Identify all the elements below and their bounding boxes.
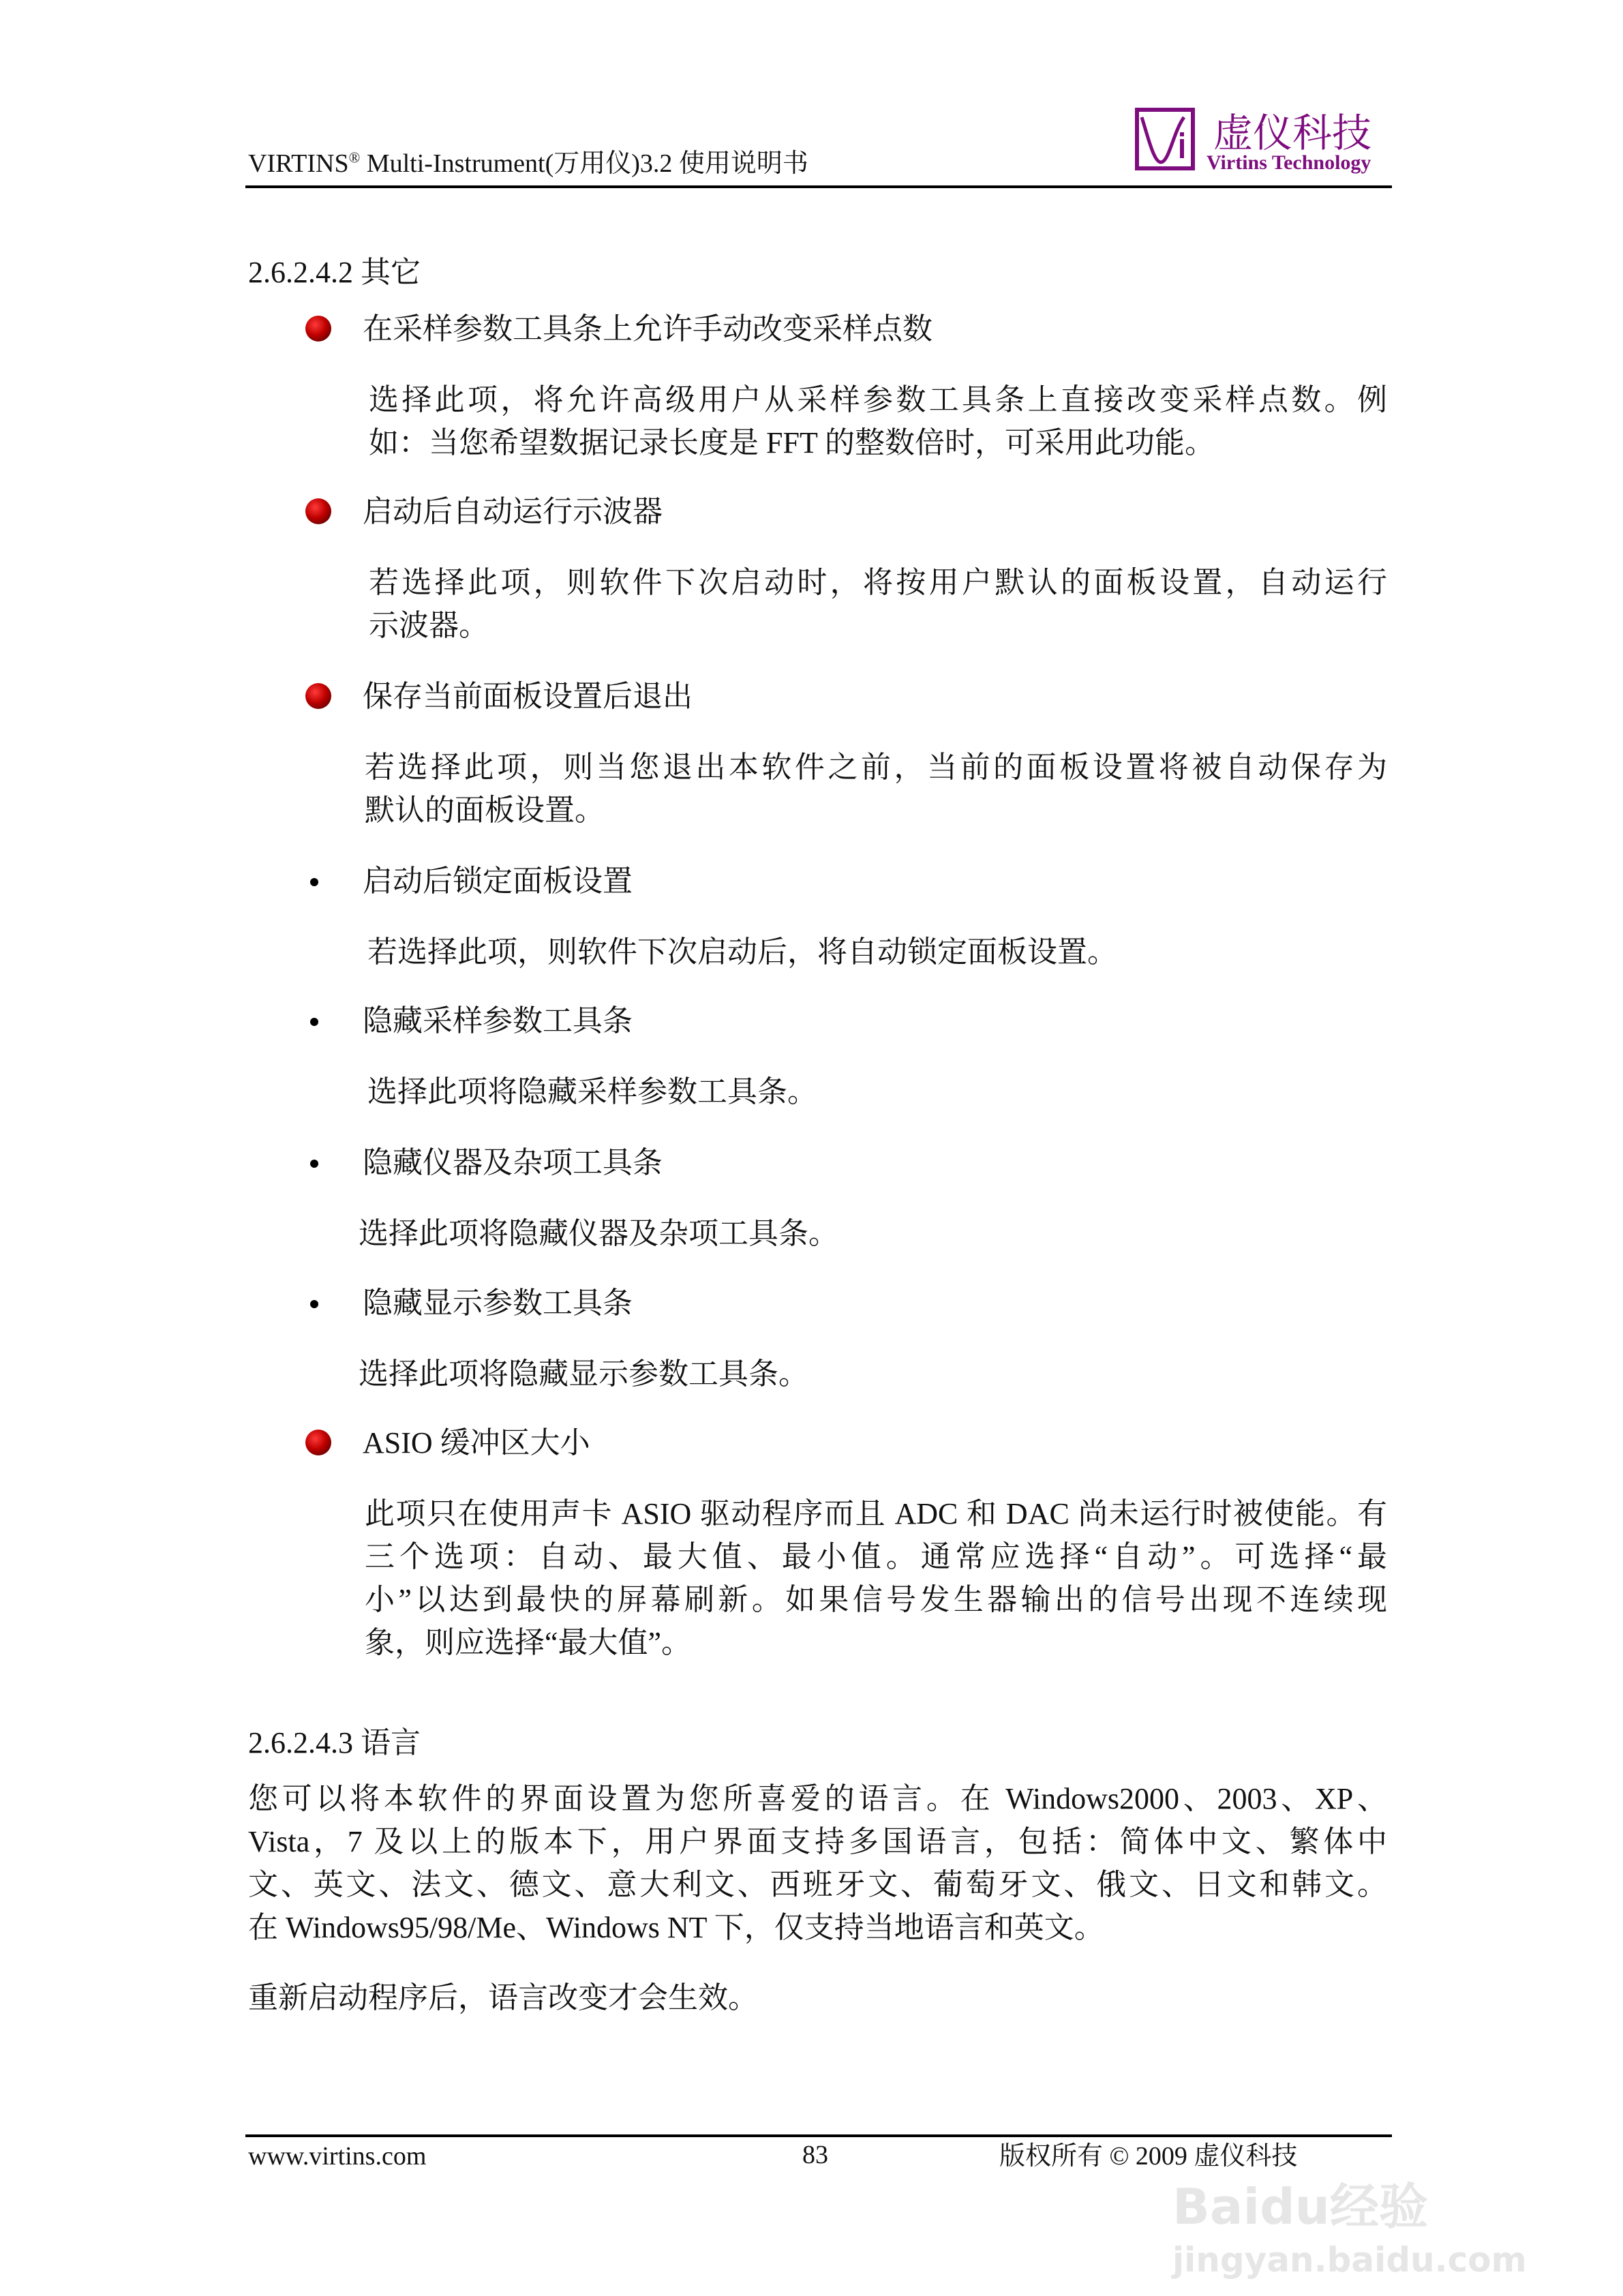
option-description-line: 选择此项将隐藏显示参数工具条。 — [359, 1357, 808, 1391]
dot-bullet-icon — [310, 878, 318, 886]
baidu-watermark-url: jingyan.baidu.com — [1172, 2240, 1527, 2280]
paragraph-line: Vista，7 及以上的版本下，用户界面支持多国语言，包括：简体中文、繁体中 — [248, 1825, 1387, 1858]
section-heading: 2.6.2.4.3 语言 — [248, 1726, 421, 1759]
option-description-line: 如：当您希望数据记录长度是 FFT 的整数倍时，可采用此功能。 — [369, 426, 1215, 459]
option-description-line: 小”以达到最快的屏幕刷新。如果信号发生器输出的信号出现不连续现 — [365, 1583, 1387, 1616]
dot-bullet-icon — [310, 1300, 318, 1308]
option-title: ASIO 缓冲区大小 — [363, 1426, 590, 1460]
option-title: 启动后锁定面板设置 — [363, 864, 633, 898]
registered-mark: ® — [348, 149, 361, 166]
option-title: 隐藏显示参数工具条 — [363, 1286, 633, 1320]
option-description-line: 若选择此项，则软件下次启动时，将按用户默认的面板设置，自动运行 — [369, 566, 1387, 599]
header-divider — [245, 185, 1392, 188]
option-description-line: 若选择此项，则当您退出本软件之前，当前的面板设置将被自动保存为 — [365, 751, 1387, 784]
logo-chinese-name: 虚仪科技 — [1213, 111, 1372, 155]
page-number: 83 — [802, 2141, 828, 2169]
dot-bullet-icon — [310, 1160, 318, 1168]
paragraph-line: 您可以将本软件的界面设置为您所喜爱的语言。在 Windows2000、2003、XP、 — [248, 1782, 1387, 1815]
red-bullet-icon — [305, 316, 331, 342]
option-title: 保存当前面板设置后退出 — [363, 680, 693, 713]
header-title-rest: Multi-Instrument(万用仪)3.2 使用说明书 — [360, 149, 808, 178]
option-title: 启动后自动运行示波器 — [363, 495, 663, 528]
option-title: 隐藏采样参数工具条 — [363, 1004, 633, 1038]
paragraph-line: 文、英文、法文、德文、意大利文、西班牙文、葡萄牙文、俄文、日文和韩文。 — [248, 1868, 1387, 1901]
option-description-line: 选择此项，将允许高级用户从采样参数工具条上直接改变采样点数。例 — [369, 383, 1387, 417]
option-description-line: 若选择此项，则软件下次启动后，将自动锁定面板设置。 — [367, 935, 1117, 969]
option-description-line: 默认的面板设置。 — [365, 794, 605, 827]
logo-english-name: Virtins Technology — [1207, 151, 1371, 174]
option-description-line: 此项只在使用声卡 ASIO 驱动程序而且 ADC 和 DAC 尚未运行时被使能。有 — [365, 1497, 1387, 1530]
option-description-line: 象，则应选择“最大值”。 — [365, 1626, 692, 1659]
red-bullet-icon — [305, 498, 331, 524]
option-description-line: 选择此项将隐藏采样参数工具条。 — [367, 1075, 817, 1108]
language-note: 重新启动程序后，语言改变才会生效。 — [248, 1981, 758, 2014]
option-description-line: 选择此项将隐藏仪器及杂项工具条。 — [359, 1217, 838, 1250]
footer-copyright: 版权所有 © 2009 虚仪科技 — [999, 2142, 1298, 2171]
option-title: 隐藏仪器及杂项工具条 — [363, 1146, 663, 1179]
section-heading: 2.6.2.4.2 其它 — [248, 256, 421, 289]
baidu-watermark: Baidu经验 — [1172, 2178, 1428, 2235]
option-description-line: 示波器。 — [369, 609, 489, 642]
red-bullet-icon — [305, 683, 331, 709]
red-bullet-icon — [305, 1430, 331, 1455]
paragraph-line: 在 Windows95/98/Me、Windows NT 下，仅支持当地语言和英文。 — [248, 1911, 1104, 1944]
document-header-title — [248, 142, 808, 179]
option-description-line: 三个选项：自动、最大值、最小值。通常应选择“自动”。可选择“最 — [365, 1540, 1387, 1573]
virtins-logo-icon — [1135, 108, 1195, 170]
option-title: 在采样参数工具条上允许手动改变采样点数 — [363, 312, 932, 346]
footer-divider — [245, 2134, 1392, 2137]
dot-bullet-icon — [310, 1018, 318, 1026]
header-brand: VIRTINS — [248, 149, 349, 178]
footer-website: www.virtins.com — [248, 2142, 427, 2171]
